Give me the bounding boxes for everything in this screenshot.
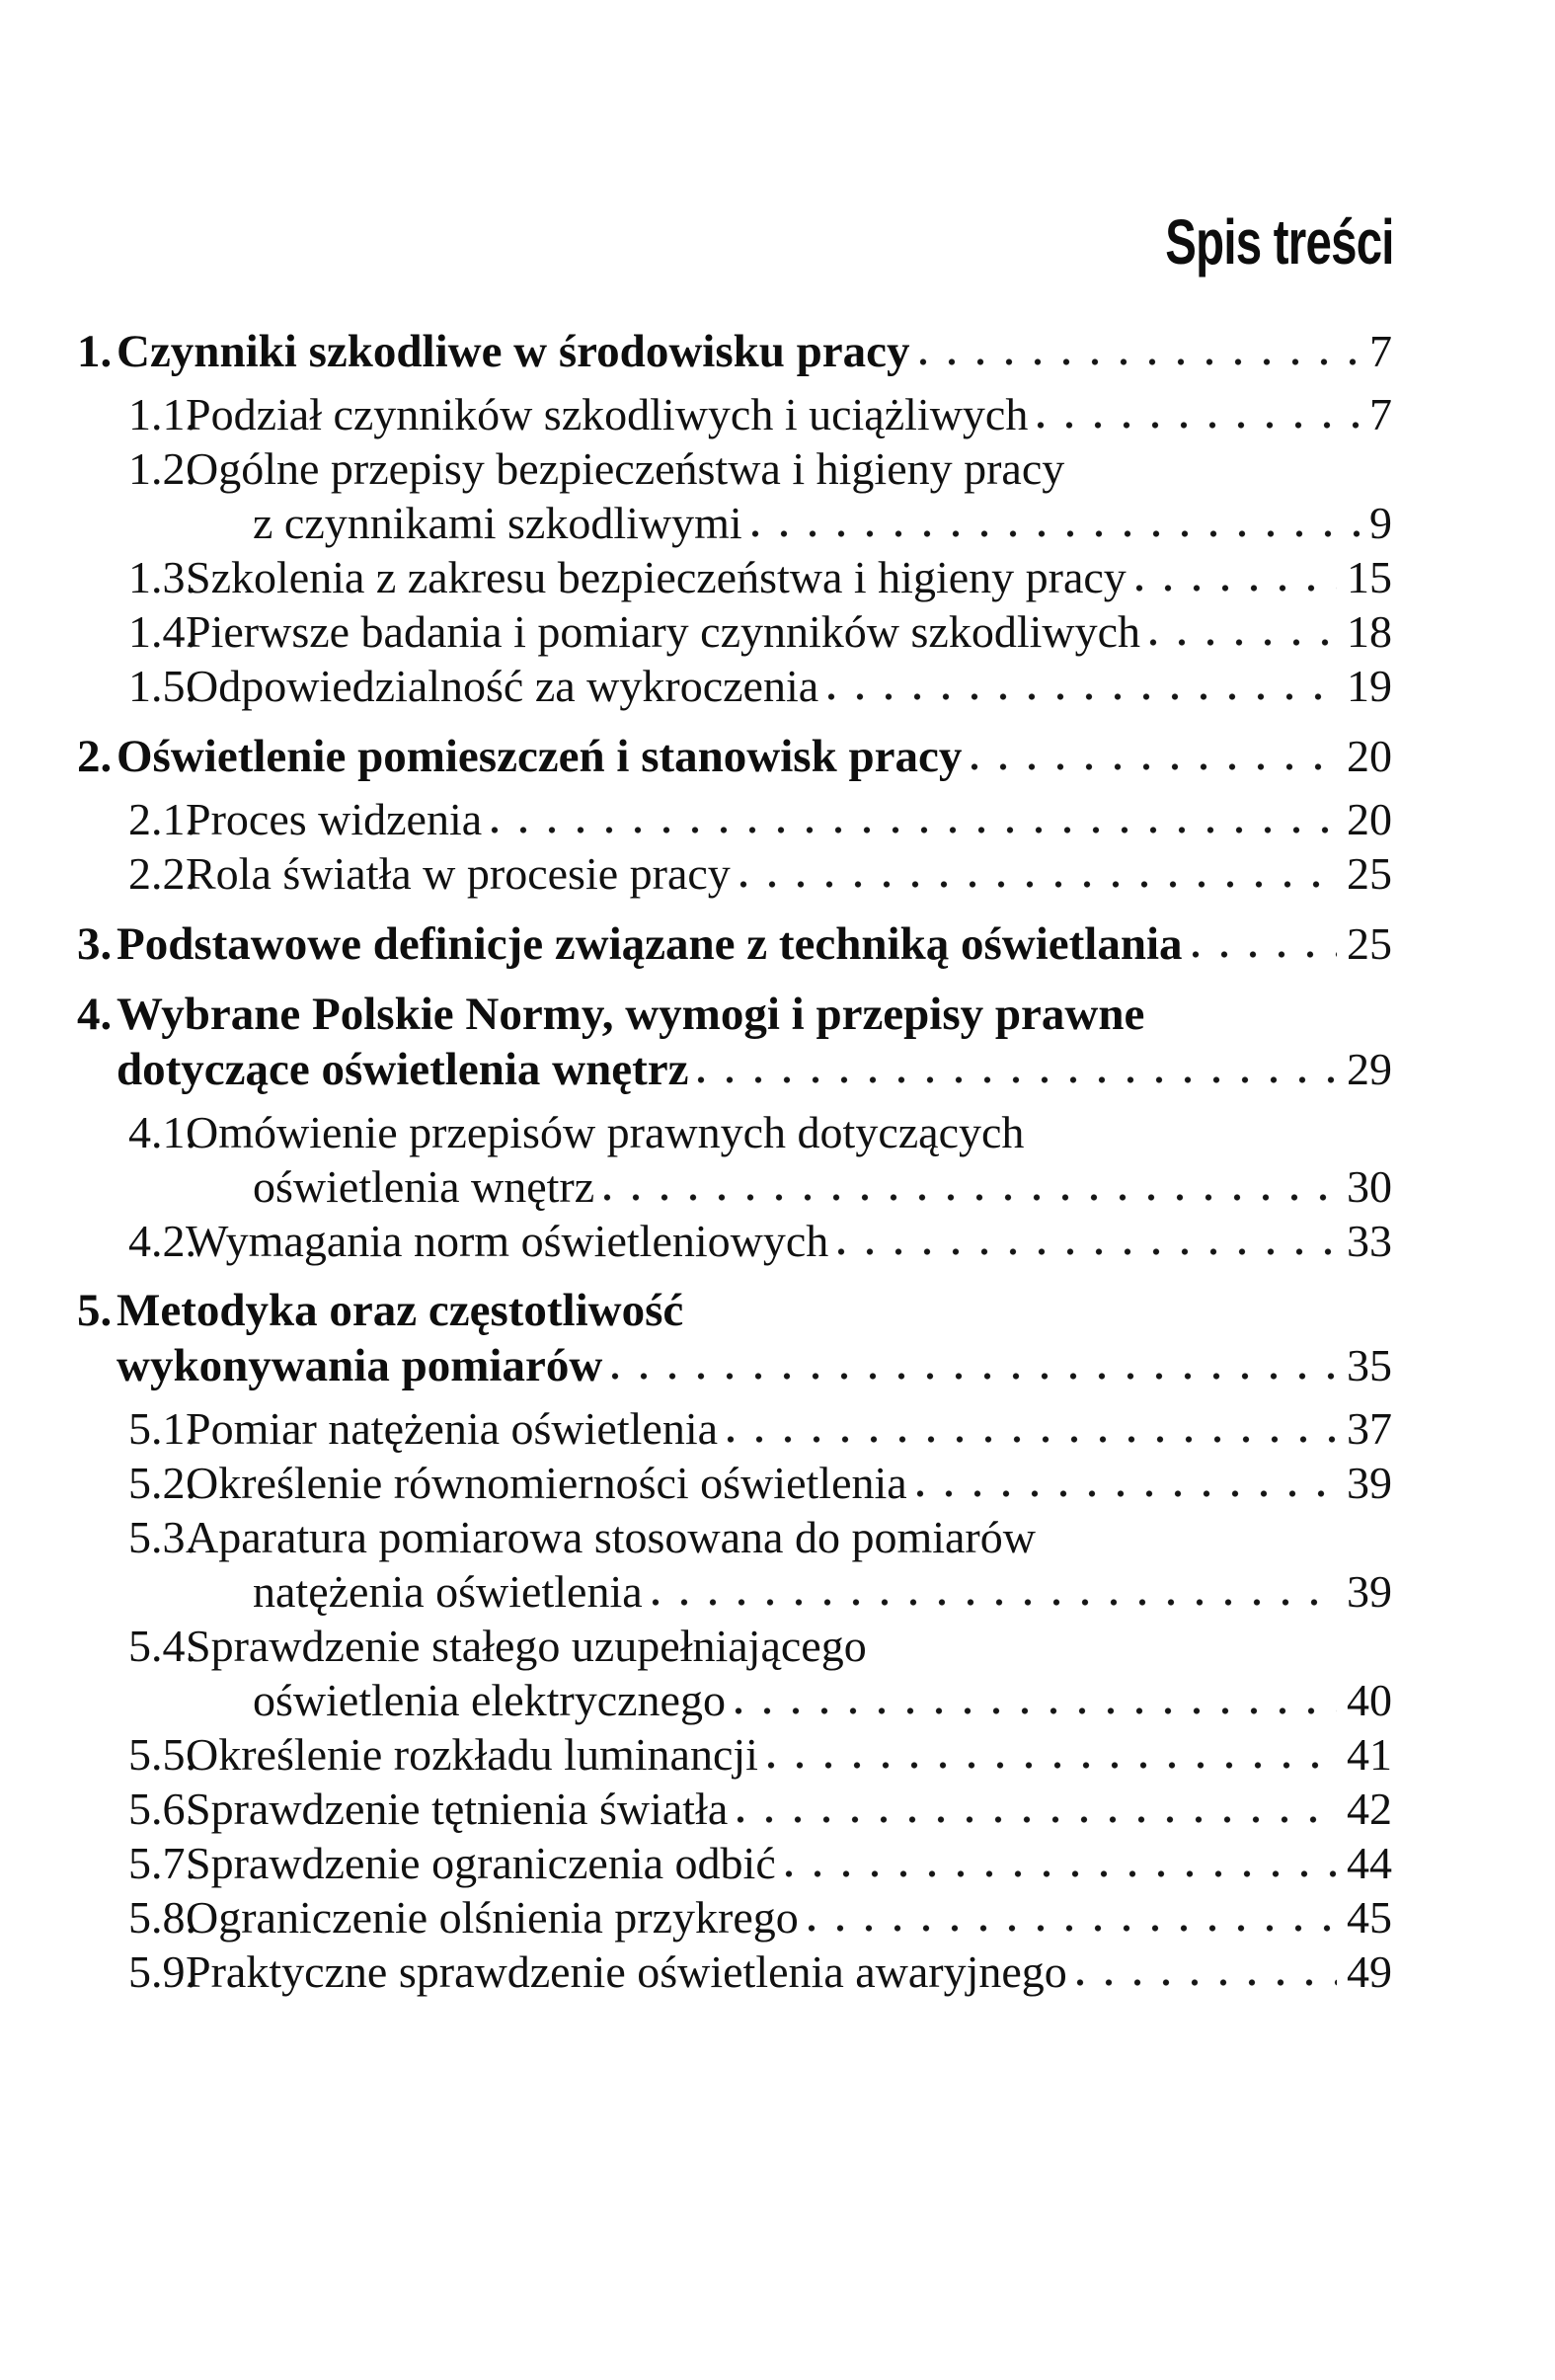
dot-leader (784, 1869, 1337, 1878)
toc-entry-title: natężenia oświetlenia (253, 1566, 643, 1617)
toc-entry-page: 7 (1369, 326, 1392, 376)
dot-leader (739, 880, 1337, 889)
toc-row (0, 729, 1392, 784)
toc-entry-title: Oświetlenie pomieszczeń i stanowisk pracy (117, 731, 963, 782)
toc-entry-page: 19 (1347, 661, 1392, 711)
toc-entry-title: Aparatura pomiarowa stosowana do pomiarów (186, 1512, 1036, 1562)
dot-leader (918, 357, 1361, 366)
toc-entry-page: 15 (1347, 552, 1392, 602)
toc-entry-number: 4.2. (128, 1216, 196, 1266)
toc-entry-page: 40 (1347, 1675, 1392, 1725)
toc-entry-number: 4. (77, 989, 113, 1040)
toc-entry-page: 25 (1347, 918, 1392, 969)
toc-row (0, 1338, 1392, 1393)
page-title: Spis treści (1165, 206, 1394, 278)
toc-entry-title: Proces widzenia (186, 794, 483, 844)
dot-leader (1134, 584, 1337, 593)
toc-entry-title: Metodyka oraz częstotliwość (117, 1285, 684, 1336)
toc-entry-number: 2.2. (128, 848, 196, 899)
toc-entry-number: 2. (77, 731, 113, 782)
toc-entry-page: 42 (1347, 1784, 1392, 1834)
toc-entry-title: Czynniki szkodliwe w środowisku pracy (117, 326, 910, 377)
toc-row (0, 1042, 1392, 1097)
toc-entry-title: oświetlenia wnętrz (253, 1161, 595, 1212)
dot-leader (1191, 950, 1337, 959)
toc-entry-number: 5.2. (128, 1458, 196, 1508)
toc-entry-title: Odpowiedzialność za wykroczenia (186, 661, 819, 711)
dot-leader (1075, 1978, 1337, 1987)
toc-entry-title: Sprawdzenie stałego uzupełniającego (186, 1621, 867, 1671)
dot-leader (766, 1761, 1337, 1770)
toc-entry-page: 35 (1347, 1340, 1392, 1390)
toc-entry-page: 39 (1347, 1458, 1392, 1508)
toc-entry-number: 1. (77, 326, 113, 377)
dot-leader (826, 692, 1337, 701)
toc-row (0, 387, 1392, 441)
toc-row (0, 1944, 1392, 1999)
toc-row (0, 1401, 1392, 1456)
dot-leader (915, 1489, 1337, 1498)
toc-row (0, 1564, 1392, 1619)
toc-entry-title: Pierwsze badania i pomiary czynników szkodliwych (186, 606, 1141, 657)
toc-entry-title: Rola światła w procesie pracy (186, 848, 731, 899)
toc-entry-title: Praktyczne sprawdzenie oświetlenia awaryjnego (186, 1946, 1067, 1997)
toc-row (0, 846, 1392, 901)
toc-entry-title: dotyczące oświetlenia wnętrz (117, 1044, 689, 1095)
toc-entry-number: 5.6. (128, 1784, 196, 1834)
toc-row (0, 1105, 1392, 1159)
toc-entry-title: Pomiar natężenia oświetlenia (186, 1403, 719, 1454)
toc-row (0, 441, 1392, 496)
toc-entry-number: 5.5. (128, 1729, 196, 1780)
dot-leader (726, 1435, 1337, 1444)
toc-entry-title: oświetlenia elektrycznego (253, 1675, 726, 1725)
toc-entry-page: 45 (1347, 1892, 1392, 1943)
toc-entry-title: z czynnikami szkodliwymi (253, 498, 742, 548)
dot-leader (750, 529, 1360, 538)
dot-leader (1148, 638, 1337, 647)
toc-row (0, 1836, 1392, 1890)
toc-entry-title: Ogólne przepisy bezpieczeństwa i higieny pracy (186, 443, 1065, 494)
toc-entry-number: 1.1. (128, 389, 196, 439)
page-title-wrap (0, 0, 1555, 278)
toc-entry-page: 7 (1369, 389, 1392, 439)
dot-leader (602, 1193, 1337, 1202)
toc-entry-title: Podział czynników szkodliwych i uciążliwych (186, 389, 1029, 439)
toc-row (0, 1890, 1392, 1944)
toc-entry-number: 1.3. (128, 552, 196, 602)
toc-entry-page: 20 (1347, 794, 1392, 844)
toc-entry-title: Omówienie przepisów prawnych dotyczących (186, 1107, 1025, 1157)
toc-row (0, 988, 1392, 1042)
dot-leader (696, 1075, 1337, 1084)
toc-entry-number: 2.1. (128, 794, 196, 844)
toc-entry-page: 25 (1347, 848, 1392, 899)
dot-leader (970, 762, 1337, 771)
toc-entry-page: 30 (1347, 1161, 1392, 1212)
dot-leader (1036, 421, 1360, 430)
toc-entry-number: 5.1. (128, 1403, 196, 1454)
toc-entry-number: 3. (77, 918, 113, 970)
toc-entry-title: Określenie rozkładu luminancji (186, 1729, 758, 1780)
toc-row (0, 1727, 1392, 1782)
toc-entry-page: 18 (1347, 606, 1392, 657)
toc-entry-number: 4.1. (128, 1107, 196, 1157)
toc-row (0, 1214, 1392, 1268)
toc-entry-page: 29 (1347, 1044, 1392, 1094)
toc-entry-number: 1.4. (128, 606, 196, 657)
toc-entry-number: 5.4. (128, 1621, 196, 1671)
dot-leader (807, 1924, 1337, 1933)
toc-entry-number: 5.9. (128, 1946, 196, 1997)
toc-entry-title: Ograniczenie olśnienia przykrego (186, 1892, 799, 1943)
toc-entry-page: 41 (1347, 1729, 1392, 1780)
toc-entry-title: Wymagania norm oświetleniowych (186, 1216, 829, 1266)
toc-row (0, 1673, 1392, 1727)
toc-entry-page: 20 (1347, 731, 1392, 781)
toc-entry-number: 5.7. (128, 1838, 196, 1888)
toc-entry-page: 9 (1369, 498, 1392, 548)
toc-row (0, 550, 1392, 604)
toc-row (0, 496, 1392, 550)
toc-entry-number: 5.8. (128, 1892, 196, 1943)
toc-entry-title: wykonywania pomiarów (117, 1340, 603, 1391)
toc-entry-number: 5.3. (128, 1512, 196, 1562)
dot-leader (736, 1815, 1337, 1824)
toc-entry-page: 49 (1347, 1946, 1392, 1997)
toc-entry-title: Szkolenia z zakresu bezpieczeństwa i higieny pracy (186, 552, 1127, 602)
toc-entry-title: Sprawdzenie ograniczenia odbić (186, 1838, 776, 1888)
toc-entry-number: 1.2. (128, 443, 196, 494)
toc-row (0, 324, 1392, 379)
toc-row (0, 1284, 1392, 1338)
dot-leader (734, 1706, 1337, 1715)
toc-row (0, 1782, 1392, 1836)
toc-entry-title: Określenie równomierności oświetlenia (186, 1458, 907, 1508)
toc-row (0, 1619, 1392, 1673)
dot-leader (836, 1247, 1337, 1256)
toc-entry-title: Sprawdzenie tętnienia światła (186, 1784, 729, 1834)
toc-entry-title: Podstawowe definicje związane z techniką oświetlania (117, 918, 1183, 970)
toc-entry-page: 39 (1347, 1566, 1392, 1617)
toc-row (0, 1159, 1392, 1214)
toc-entry-title: Wybrane Polskie Normy, wymogi i przepisy prawne (117, 989, 1145, 1040)
dot-leader (490, 826, 1337, 834)
toc-row (0, 604, 1392, 659)
dot-leader (651, 1598, 1337, 1607)
toc-row (0, 792, 1392, 846)
toc-row (0, 659, 1392, 713)
toc-entry-number: 5. (77, 1285, 113, 1336)
toc-row (0, 1456, 1392, 1510)
toc-row (0, 1510, 1392, 1564)
toc-entry-number: 1.5. (128, 661, 196, 711)
toc-entry-page: 33 (1347, 1216, 1392, 1266)
toc-entry-page: 37 (1347, 1403, 1392, 1454)
toc-entry-page: 44 (1347, 1838, 1392, 1888)
dot-leader (610, 1372, 1337, 1381)
toc-list (0, 324, 1555, 1999)
toc-row (0, 916, 1392, 972)
